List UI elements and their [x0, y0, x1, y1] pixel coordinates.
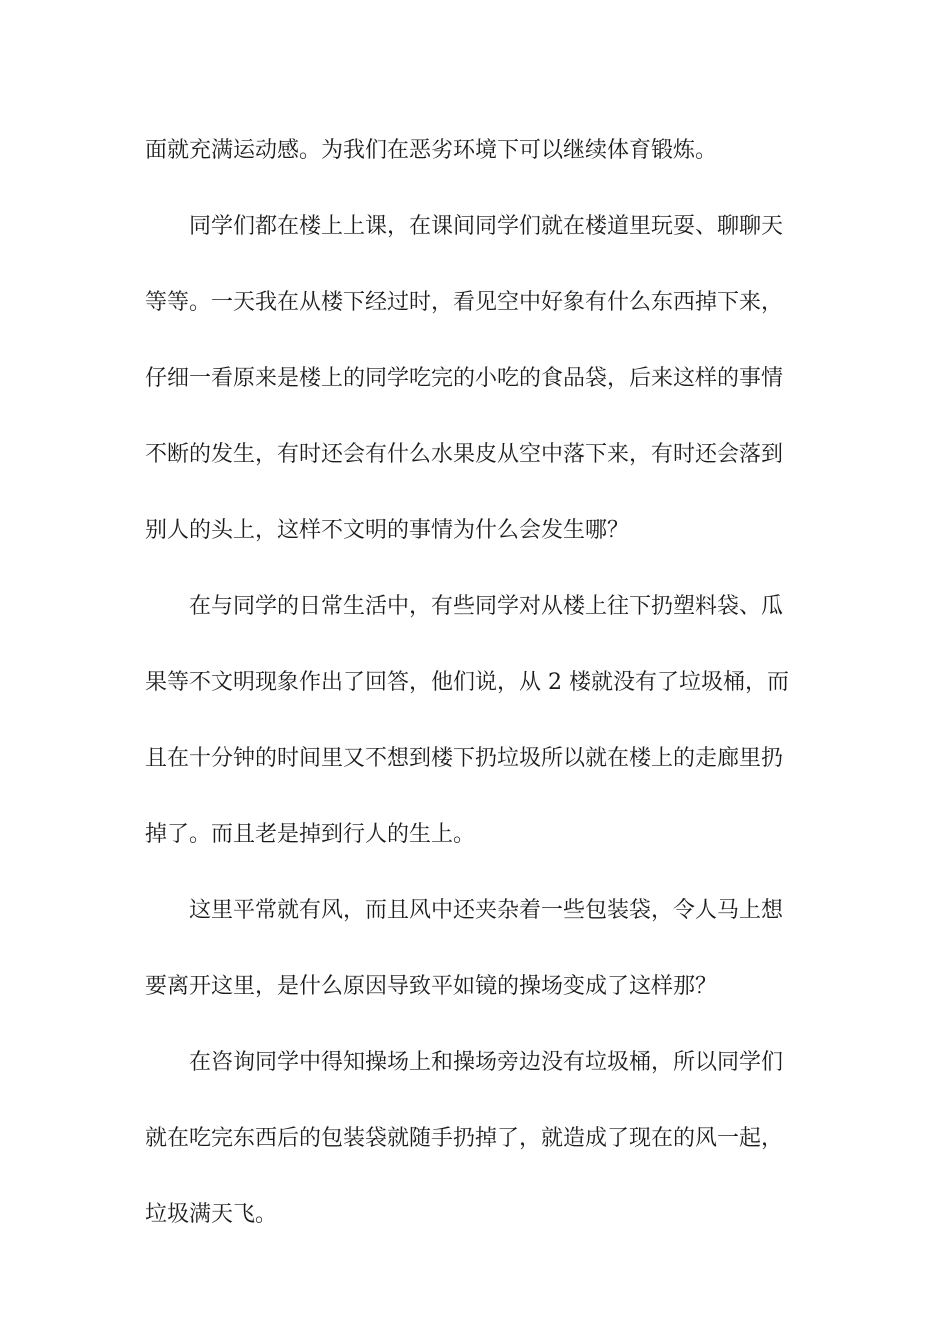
paragraph-line-15: 垃圾满天飞。	[145, 1202, 278, 1227]
paragraph-line-4: 仔细一看原来是楼上的同学吃完的小吃的食品袋，后来这样的事情	[145, 366, 784, 391]
paragraph-line-13: 在咨询同学中得知操场上和操场旁边没有垃圾桶，所以同学们	[189, 1050, 784, 1075]
paragraph-line-6: 别人的头上，这样不文明的事情为什么会发生哪？	[145, 518, 630, 543]
paragraph-line-8: 果等不文明现象作出了回答，他们说，从 2 楼就没有了垃圾桶，而	[145, 670, 789, 695]
paragraph-line-3: 等等。一天我在从楼下经过时，看见空中好象有什么东西掉下来，	[145, 290, 784, 315]
paragraph-line-2: 同学们都在楼上上课，在课间同学们就在楼道里玩耍、聊聊天	[189, 214, 784, 239]
paragraph-line-11: 这里平常就有风，而且风中还夹杂着一些包装袋，令人马上想	[189, 898, 784, 923]
paragraph-line-9: 且在十分钟的时间里又不想到楼下扔垃圾所以就在楼上的走廊里扔	[145, 746, 784, 771]
paragraph-line-5: 不断的发生，有时还会有什么水果皮从空中落下来，有时还会落到	[145, 442, 784, 467]
paragraph-line-14: 就在吃完东西后的包装袋就随手扔掉了，就造成了现在的风一起，	[145, 1126, 784, 1151]
paragraph-line-10: 掉了。而且老是掉到行人的生上。	[145, 822, 476, 847]
paragraph-line-12: 要离开这里，是什么原因导致平如镜的操场变成了这样那？	[145, 974, 718, 999]
paragraph-line-1: 面就充满运动感。为我们在恶劣环境下可以继续体育锻炼。	[145, 138, 718, 163]
paragraph-line-7: 在与同学的日常生活中，有些同学对从楼上往下扔塑料袋、瓜	[189, 594, 784, 619]
